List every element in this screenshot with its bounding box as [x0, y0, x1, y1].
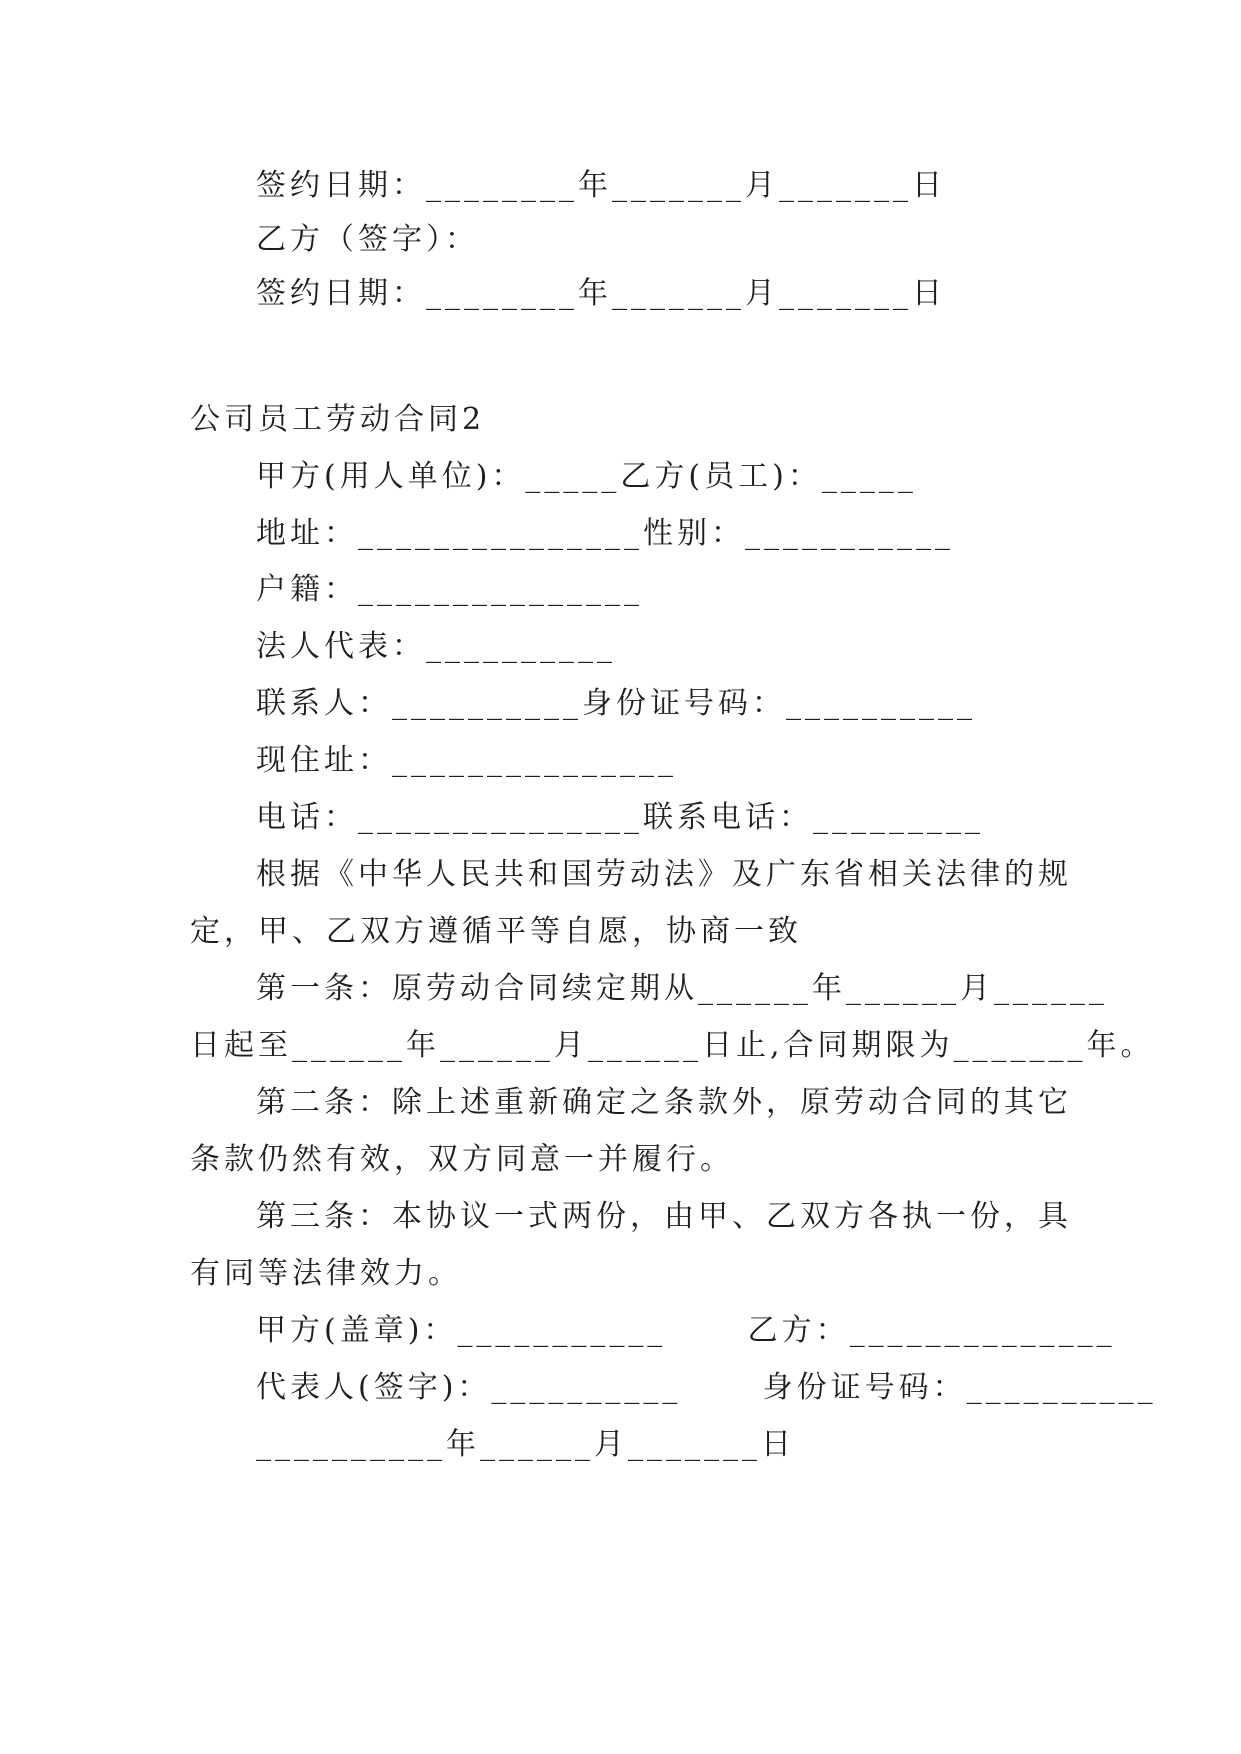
address-gender-line: 地址：_______________性别：___________	[256, 516, 954, 551]
party-b-signature: 乙方（签字）：	[256, 222, 479, 257]
contract-title: 公司员工劳动合同2	[190, 402, 486, 437]
article-2-line-2: 条款仍然有效，双方同意一并履行。	[190, 1142, 734, 1177]
household-line: 户籍：_______________	[256, 572, 643, 607]
party-b-sign-date: 签约日期：________年_______月_______日	[256, 276, 946, 311]
contact-id-line: 联系人：__________身份证号码：__________	[256, 686, 976, 721]
date-line: __________年______月_______日	[256, 1427, 795, 1462]
representative-line: 代表人(签字)：__________ 身份证号码：__________	[256, 1370, 1157, 1405]
article-1-line-1: 第一条：原劳动合同续定期从______年______月______	[256, 971, 1108, 1006]
preamble-line-1: 根据《中华人民共和国劳动法》及广东省相关法律的规	[256, 857, 1072, 892]
parties-line: 甲方(用人单位)：_____乙方(员工)：_____	[256, 459, 917, 494]
seal-line: 甲方(盖章)：___________ 乙方：______________	[256, 1313, 1116, 1348]
current-address-line: 现住址：_______________	[256, 743, 677, 778]
article-1-line-2: 日起至______年______月______日止,合同期限为_______年。	[190, 1028, 1155, 1063]
phone-line: 电话：_______________联系电话：_________	[256, 800, 984, 835]
article-2-line-1: 第二条：除上述重新确定之条款外，原劳动合同的其它	[256, 1085, 1072, 1120]
legal-rep-line: 法人代表：__________	[256, 629, 616, 664]
article-3-line-1: 第三条：本协议一式两份，由甲、乙双方各执一份，具	[256, 1199, 1072, 1234]
preamble-line-2: 定，甲、乙双方遵循平等自愿，协商一致	[190, 914, 802, 949]
party-a-sign-date: 签约日期：________年_______月_______日	[256, 168, 946, 203]
article-3-line-2: 有同等法律效力。	[190, 1256, 462, 1291]
